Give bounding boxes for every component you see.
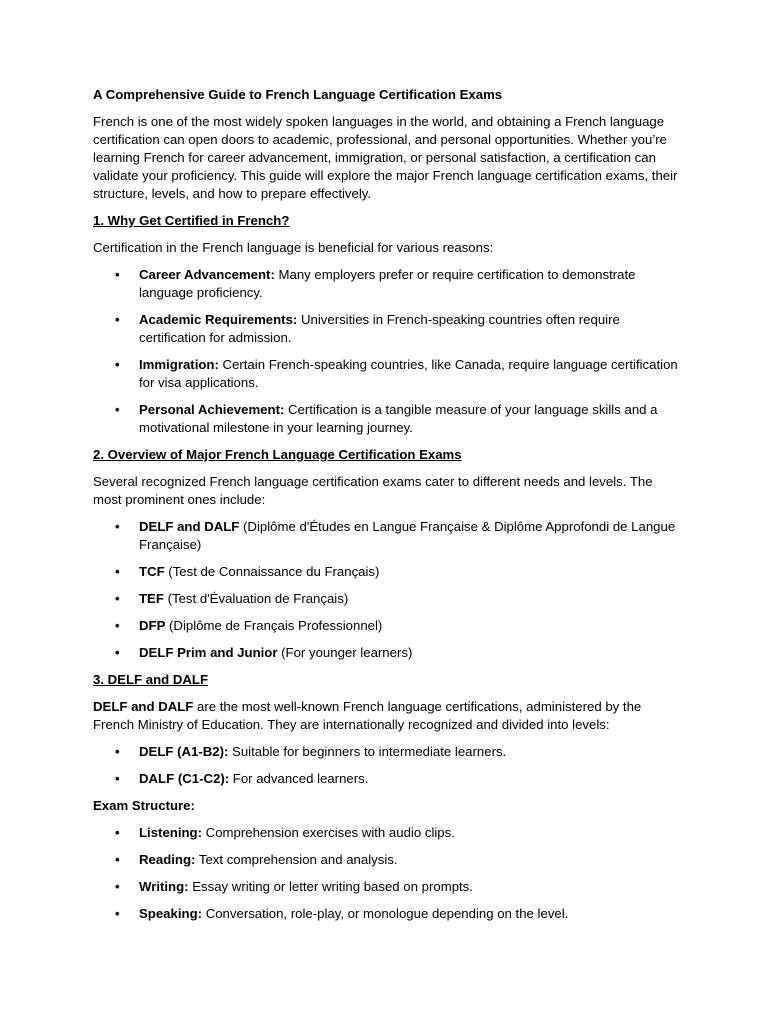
list-item-term: DFP	[139, 618, 166, 633]
document-title: A Comprehensive Guide to French Language Certification Exams	[93, 87, 503, 102]
list-item-text: Comprehension exercises with audio clips.	[202, 825, 455, 840]
list-item-text: For advanced learners.	[229, 771, 369, 786]
document-page	[93, 86, 683, 932]
list-item-term: DALF (C1-C2):	[139, 771, 230, 786]
intro-paragraph: French is one of the most widely spoken languages in the world, and obtaining a French language certification can open doors to academic, professional, and personal opportunities. Whether you’re learning French for career advancement, immigration, or personal satisfaction, a certification can validate your proficiency. This guide will explore the major French language certification exams, their structure, levels, and how to prepare effectively.	[93, 114, 678, 201]
list-item-term: Academic Requirements:	[139, 312, 298, 327]
section-1-intro: Certification in the French language is beneficial for various reasons:	[93, 240, 494, 255]
list-item	[93, 401, 683, 437]
bullet-icon: •	[115, 519, 120, 534]
list-item-term: Immigration:	[139, 357, 219, 372]
list-item-term: DELF (A1-B2):	[139, 744, 229, 759]
list-item-text: Certain French-speaking countries, like Canada, require language certification for visa applications.	[139, 357, 678, 390]
list-item-term: DELF Prim and Junior	[139, 645, 278, 660]
list-item-text: Essay writing or letter writing based on prompts.	[188, 879, 473, 894]
list-item	[93, 590, 683, 608]
list-item-term: DELF and DALF	[139, 519, 240, 534]
bullet-icon: •	[115, 357, 120, 372]
section-2-heading: 2. Overview of Major French Language Certification Exams	[93, 447, 462, 462]
list-item	[93, 851, 683, 869]
bullet-icon: •	[115, 591, 120, 606]
list-item-term: Speaking:	[139, 906, 203, 921]
list-item-text: (Test de Connaissance du Français)	[164, 564, 380, 579]
list-item-text: Universities in French-speaking countries often require certification for admission.	[139, 312, 620, 345]
list-item	[93, 563, 683, 581]
section-3-intro	[93, 698, 683, 734]
section-3-intro-bold: DELF and DALF	[93, 699, 194, 714]
bullet-icon: •	[115, 564, 120, 579]
list-item-text: Suitable for beginners to intermediate learners.	[228, 744, 507, 759]
list-item-term: Writing:	[139, 879, 189, 894]
list-item-term: Reading:	[139, 852, 196, 867]
list-item	[93, 905, 683, 923]
list-item	[93, 617, 683, 635]
bullet-icon: •	[115, 402, 120, 417]
bullet-icon: •	[115, 879, 120, 894]
list-item	[93, 644, 683, 662]
list-item-text: Many employers prefer or require certification to demonstrate language proficiency.	[139, 267, 636, 300]
list-item-text: (Test d'Évaluation de Français)	[163, 591, 349, 606]
section-1-list	[93, 266, 683, 437]
list-item	[93, 311, 683, 347]
bullet-icon: •	[115, 771, 120, 786]
list-item	[93, 770, 683, 788]
exam-structure-list	[93, 824, 683, 923]
list-item-text: (For younger learners)	[277, 645, 413, 660]
list-item	[93, 518, 683, 554]
section-2-list	[93, 518, 683, 662]
bullet-icon: •	[115, 906, 120, 921]
list-item-text: (Diplôme d'Études en Langue Française & Diplôme Approfondi de Langue Française)	[139, 519, 676, 552]
section-1-heading: 1. Why Get Certified in French?	[93, 213, 290, 228]
bullet-icon: •	[115, 744, 120, 759]
list-item	[93, 878, 683, 896]
list-item	[93, 356, 683, 392]
list-item	[93, 266, 683, 302]
list-item-term: TCF	[139, 564, 165, 579]
list-item-term: Personal Achievement:	[139, 402, 285, 417]
bullet-icon: •	[115, 312, 120, 327]
list-item-term: TEF	[139, 591, 164, 606]
bullet-icon: •	[115, 267, 120, 282]
exam-structure-heading: Exam Structure:	[93, 798, 195, 813]
section-3-levels-list	[93, 743, 683, 788]
list-item-term: Career Advancement:	[139, 267, 275, 282]
bullet-icon: •	[115, 618, 120, 633]
bullet-icon: •	[115, 645, 120, 660]
bullet-icon: •	[115, 852, 120, 867]
list-item	[93, 824, 683, 842]
section-2-intro: Several recognized French language certification exams cater to different needs and levels. The most prominent ones include:	[93, 474, 653, 507]
list-item-term: Listening:	[139, 825, 203, 840]
section-3-heading: 3. DELF and DALF	[93, 672, 209, 687]
section-3-intro-text: are the most well-known French language certifications, administered by the French Ministry of Education. They are internationally recognized and divided into levels:	[93, 699, 642, 732]
list-item-text: (Diplôme de Français Professionnel)	[165, 618, 383, 633]
list-item-text: Conversation, role-play, or monologue depending on the level.	[202, 906, 569, 921]
list-item-text: Certification is a tangible measure of your language skills and a motivational milestone in your learning journey.	[139, 402, 658, 435]
bullet-icon: •	[115, 825, 120, 840]
list-item-text: Text comprehension and analysis.	[195, 852, 398, 867]
list-item	[93, 743, 683, 761]
